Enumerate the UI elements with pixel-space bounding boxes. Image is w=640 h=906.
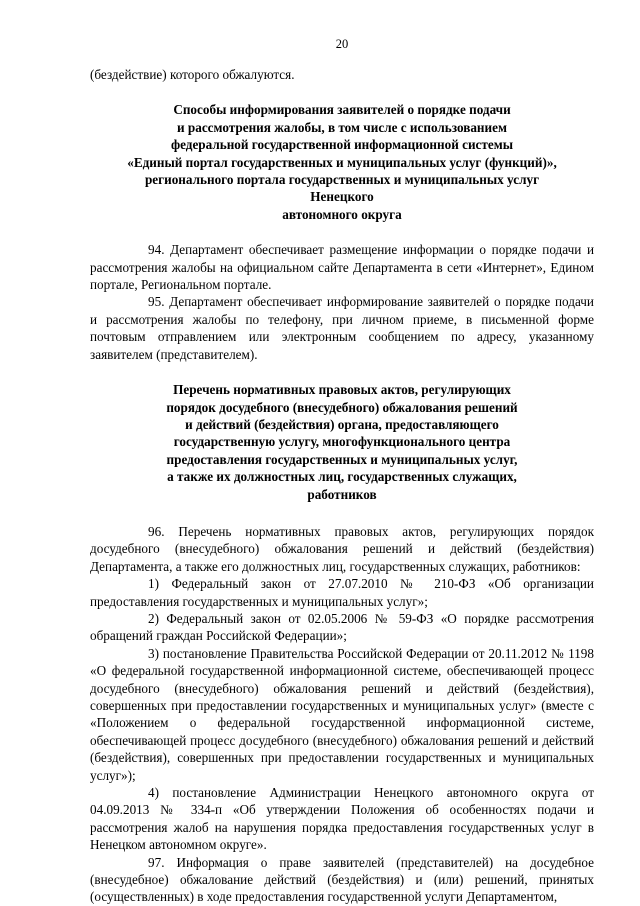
continuation-line: (бездействие) которого обжалуются. [90,67,295,82]
paragraph-96-item-2: 2) Федеральный закон от 02.05.2006 № 59-ФЗ «О порядке рассмотрения обращений граждан Российской Федерации»; [90,610,594,644]
heading-line: «Единый портал государственных и муниципальных услуг (функций)», [127,154,557,170]
heading-line: а также их должностных лиц, государственных служащих, [167,469,517,485]
heading-line: порядок досудебного (внесудебного) обжалования решений [166,399,518,415]
heading-line: автономного округа [282,206,402,222]
heading-line: Перечень нормативных правовых актов, регулирующих [173,382,511,398]
section-heading-legal-acts [90,381,594,503]
heading-line: регионального портала государственных и муниципальных услуг Ненецкого [144,172,540,205]
paragraph-96-item-1: 1) Федеральный закон от 27.07.2010 № 210-ФЗ «Об организации предоставления государственных и муниципальных услуг»; [90,576,594,609]
heading-line: и рассмотрения жалобы, в том числе с использованием [177,119,507,135]
paragraph-96: 96. Перечень нормативных правовых актов, регулирующих порядок досудебного (внесудебного) обжалования решений и действий (бездействия) Департамента, а также его должностных лиц, государственных служащих, работников: [90,523,594,574]
heading-line: и действий (бездействия) органа, предоставляющего [185,416,499,432]
heading-line: государственную услугу, многофункционального центра [173,434,511,450]
section-heading-informing [90,101,594,223]
heading-line: предоставления государственных и муниципальных услуг, [166,451,518,467]
paragraph-96-item-3: 3) постановление Правительства Российской Федерации от 20.11.2012 № 1198 «О федеральной государственной информационной системе, обеспечивающей процесс досудебного (внесудебного) обжалования решений и действий (бездействия), совершенных при предоставлении государственных и муниципальных услуг» (вместе с «Положением о федеральной государственной информационной системе, обеспечивающей процесс досудебного (внесудебного) обжалования решений и действий (бездействия), совершенных при предоставлении государственных и муниципальных услуг»); [90,645,594,783]
paragraph-95: 95. Департамент обеспечивает информирование заявителей о порядке подачи и рассмотрения жалобы по телефону, при личном приеме, в письменной форме почтовым отправлением или электронным сообщением по адресу, указанному заявителем (представителем). [90,294,594,362]
page-number: 20 [335,37,349,51]
paragraph-97: 97. Информация о праве заявителей (представителей) на досудебное (внесудебное) обжалование действий (бездействия) и (или) решений, принятых (осуществленных) в ходе предоставления государственной услуги Департаментом, [90,854,594,905]
heading-line: Способы информирования заявителей о порядке подачи [173,102,511,118]
heading-line: работников [307,486,377,502]
paragraph-96-item-4: 4) постановление Администрации Ненецкого автономного округа от 04.09.2013 № 334-п «Об утверждении Положения об особенностях подачи и рассмотрения жалоб на нарушения порядка предоставления государственных услуг в Ненецком автономном округе». [90,785,594,853]
heading-line: федеральной государственной информационной системы [170,137,514,153]
paragraph-94: 94. Департамент обеспечивает размещение информации о порядке подачи и рассмотрения жалобы на официальном сайте Департамента в сети «Интернет», Едином портале, Региональном портале. [90,242,594,293]
